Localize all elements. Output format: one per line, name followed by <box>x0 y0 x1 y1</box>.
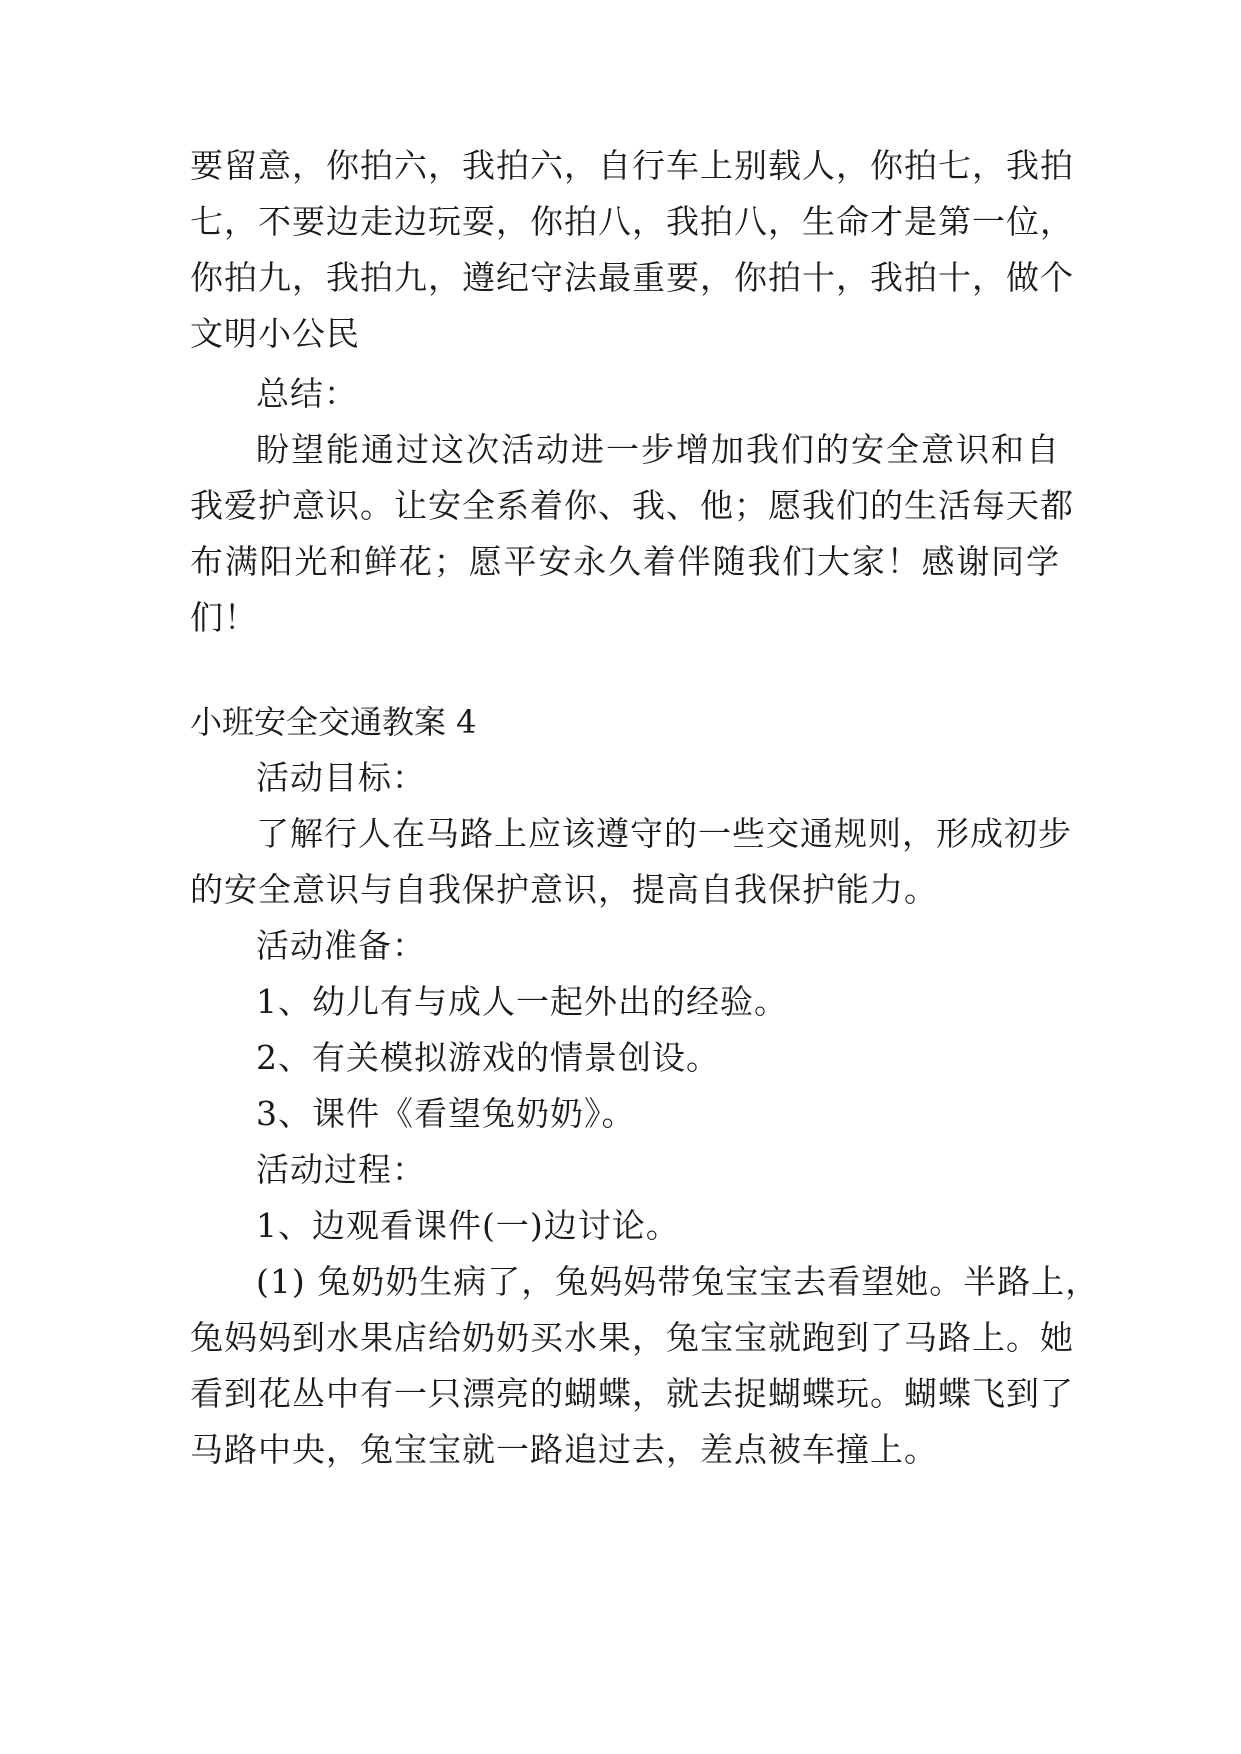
prep-item-3: 3、课件《看望兔奶奶》。 <box>256 1094 636 1133</box>
chant-line-2: 七，不要边走边玩耍，你拍八，我拍八，生命才是第一位， <box>190 202 1074 241</box>
story-line-1: (1) 兔奶奶生病了，兔妈妈带兔宝宝去看望她。半路上， <box>256 1262 1100 1301</box>
summary-label: 总结： <box>256 374 358 413</box>
chant-line-3: 你拍九，我拍九，遵纪守法最重要，你拍十，我拍十，做个 <box>190 258 1074 297</box>
summary-line-1: 盼望能通过这次活动进一步增加我们的安全意识和自 <box>256 430 1060 469</box>
section-title: 小班安全交通教案 4 <box>190 703 477 741</box>
goal-label: 活动目标： <box>256 758 426 797</box>
prep-label: 活动准备： <box>256 926 426 965</box>
summary-line-3: 布满阳光和鲜花；愿平安永久着伴随我们大家！感谢同学 <box>190 542 1060 581</box>
chant-line-1: 要留意，你拍六，我拍六，自行车上别载人，你拍七，我拍 <box>190 146 1074 185</box>
process-step-1: 1、边观看课件(一)边讨论。 <box>256 1206 680 1245</box>
story-line-2: 兔妈妈到水果店给奶奶买水果，兔宝宝就跑到了马路上。她 <box>190 1318 1074 1357</box>
summary-line-4: 们！ <box>190 598 258 637</box>
prep-item-2: 2、有关模拟游戏的情景创设。 <box>256 1038 720 1077</box>
summary-line-2: 我爱护意识。让安全系着你、我、他；愿我们的生活每天都 <box>190 486 1074 525</box>
prep-item-1: 1、幼儿有与成人一起外出的经验。 <box>256 982 788 1021</box>
process-label: 活动过程： <box>256 1150 426 1189</box>
goal-line-2: 的安全意识与自我保护意识，提高自我保护能力。 <box>190 870 938 909</box>
goal-line-1: 了解行人在马路上应该遵守的一些交通规则，形成初步 <box>256 814 1072 853</box>
chant-line-4: 文明小公民 <box>190 314 360 353</box>
story-line-4: 马路中央，兔宝宝就一路追过去，差点被车撞上。 <box>190 1430 938 1469</box>
story-line-3: 看到花丛中有一只漂亮的蝴蝶，就去捉蝴蝶玩。蝴蝶飞到了 <box>190 1374 1074 1413</box>
